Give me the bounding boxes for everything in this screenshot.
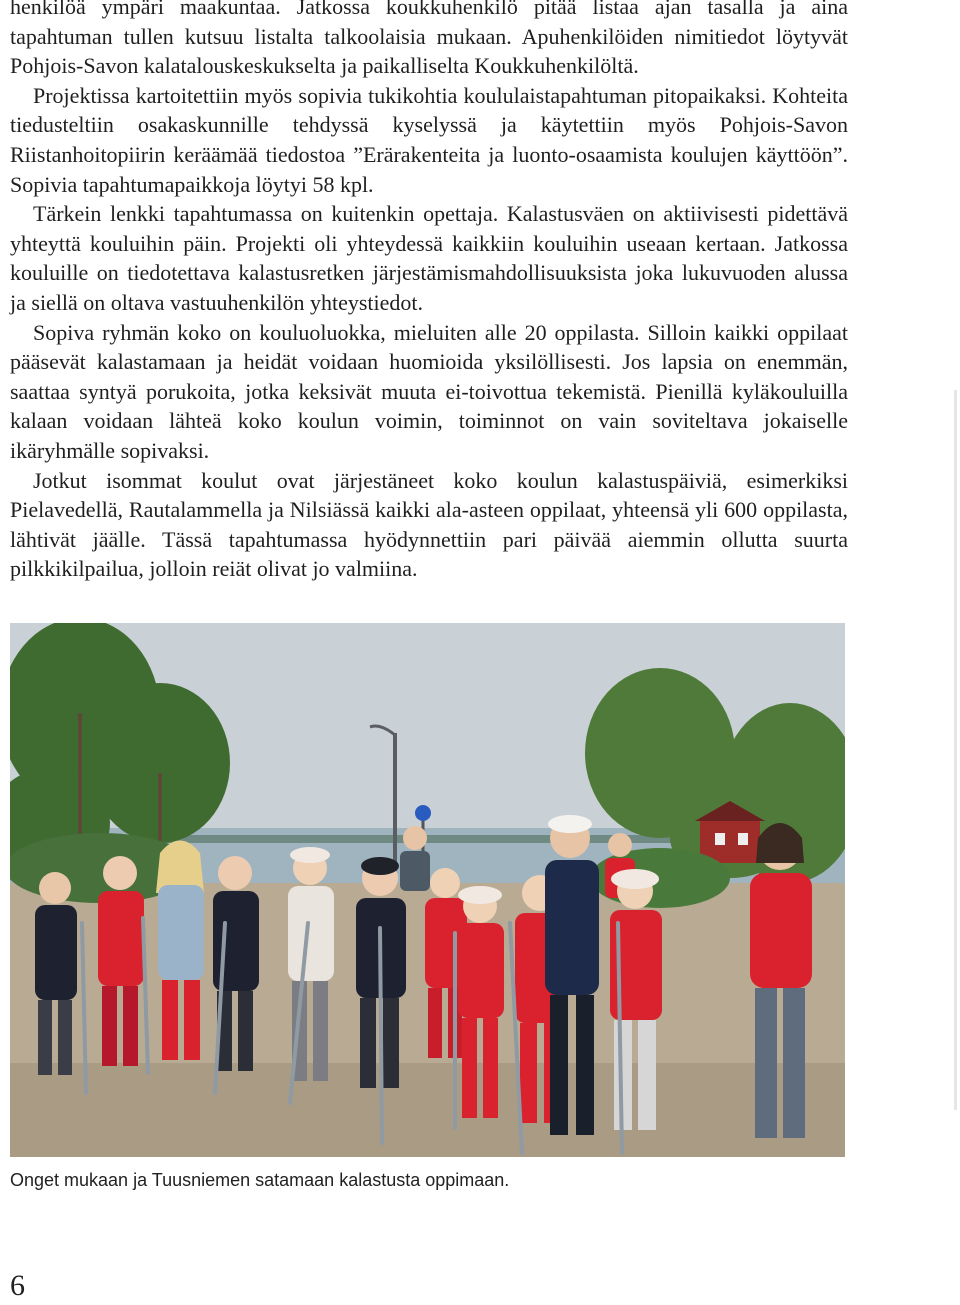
paragraph: Tärkein lenkki tapahtumassa on kuitenkin opettaja. Kalastusväen on aktiivisesti pidettävä yhteyttä kouluihin päin. Projekti oli yhteydessä kaikkiin kouluihin useaan kertaan. Jatkossa kouluille on tiedotettava kalastusretken järjestämismahdollisuuksista joka lukuvuoden alussa ja siellä on oltava vastuuhenkilön yhteystiedot. [10, 201, 848, 315]
paragraph: Sopiva ryhmän koko on kouluoluokka, mieluiten alle 20 oppilasta. Silloin kaikki oppilaat pääsevät kalastamaan ja heidät voidaan huomioida yksilöllisesti. Jos lapsia on enemmän, saattaa syntyä porukoita, jotka keksivät muuta ei-toivottua tekemistä. Pienillä kyläkouluilla kalaan voidaan lähteä koko koulun voimin, toiminnot on vain soviteltava jokaiselle ikäryhmälle sopivaksi. [10, 319, 848, 463]
group-photo [10, 623, 845, 1157]
photo-illustration [10, 623, 845, 1157]
paragraph: Jotkut isommat koulut ovat järjestäneet koko koulun kalastuspäiviä, esimerkiksi Pielavedellä, Rautalammella ja Nilsiässä kaikki ala-asteen oppilaat, yhteensä yli 600 oppilasta, lähtivät jäälle. Tässä tapahtumassa hyödynnettiin pari päivää aiemmin ollutta suurta pilkkikilpailua, jolloin reiät olivat jo valmiina. [10, 467, 848, 582]
photo-caption: Onget mukaan ja Tuusniemen satamaan kalastusta oppimaan. [10, 1170, 510, 1190]
body-text [10, 0, 848, 584]
paragraph: Projektissa kartoitettiin myös sopivia tukikohtia koululaistapahtuman pitopaikaksi. Kohteita tiedusteltiin osakaskunnille tehdyssä kyselyssä ja käytettiin myös Pohjois-Savon Riistanhoitopiirin keräämää tiedostoa ”Erärakenteita ja luonto-osaamista koulujen käyttöön”. Sopivia tapahtumapaikkoja löytyi 58 kpl. [10, 82, 848, 197]
page-edge-mark [954, 390, 957, 1110]
paragraph: henkilöä ympäri maakuntaa. Jatkossa koukkuhenkilö pitää listaa ajan tasalla ja aina tapahtuman tullen kutsuu listalta talkoolaisia mukaan. Apuhenkilöiden nimitiedot löytyvät Pohjois-Savon kalatalouskeskukselta ja paikalliselta Koukkuhenkilöltä. [10, 0, 848, 79]
page-number: 6 [10, 1269, 25, 1302]
